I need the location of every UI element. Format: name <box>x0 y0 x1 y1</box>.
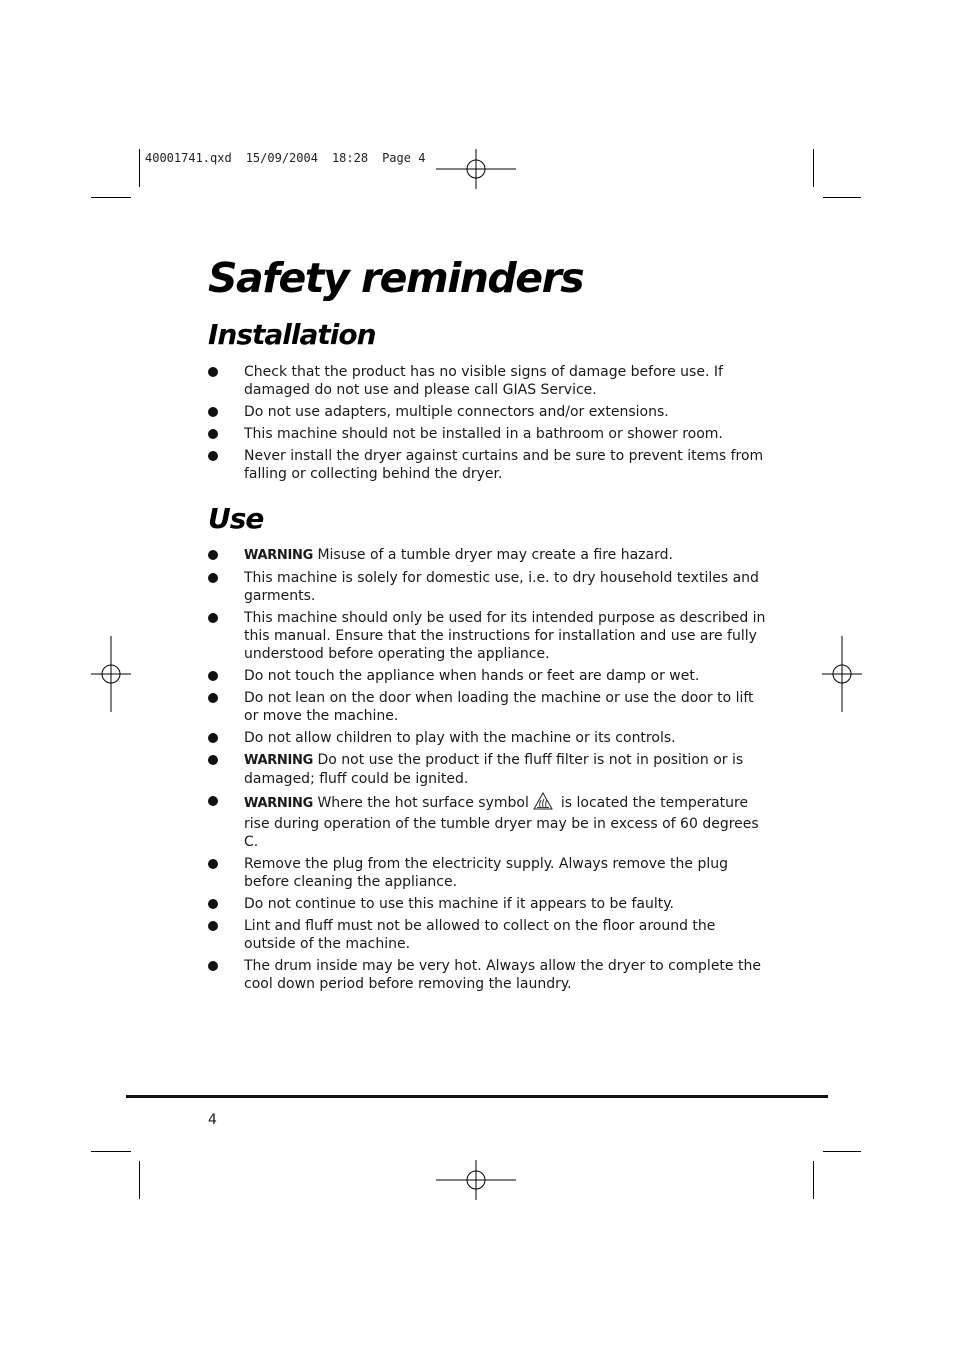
page-number: 4 <box>208 1112 217 1128</box>
item-text: Do not allow children to play with the machine or its controls. <box>244 730 676 746</box>
list-item <box>206 425 766 443</box>
list-item <box>206 917 766 953</box>
bullet-icon <box>208 921 218 931</box>
item-text: is located the temperature rise during operation of the tumble dryer may be in excess of 60 degrees C. <box>244 795 759 850</box>
slug-date: 15/09/2004 <box>245 151 318 165</box>
item-text: Do not lean on the door when loading the machine or use the door to lift or move the machine. <box>244 690 754 724</box>
bullet-icon <box>208 733 218 743</box>
item-text: Do not touch the appliance when hands or feet are damp or wet. <box>244 668 700 684</box>
bullet-icon <box>208 407 218 417</box>
bullet-icon <box>208 573 218 583</box>
installation-list <box>206 363 766 487</box>
item-text: This machine should only be used for its intended purpose as described in this manual. Ensure that the instructions for installation and use are fully understood before operating the appliance. <box>244 610 766 662</box>
slug-time: 18:28 <box>331 151 369 165</box>
slug-filename: 40001741.qxd <box>145 151 232 165</box>
bullet-icon <box>208 550 218 560</box>
list-item <box>206 751 766 788</box>
footer-rule <box>126 1095 828 1098</box>
list-item <box>206 363 766 399</box>
crop-mark <box>139 1161 140 1199</box>
bullet-icon <box>208 899 218 909</box>
crop-mark <box>823 1151 861 1152</box>
bullet-icon <box>208 796 218 806</box>
bullet-icon <box>208 755 218 765</box>
bullet-icon <box>208 961 218 971</box>
bullet-icon <box>208 671 218 681</box>
installation-heading: Installation <box>208 318 376 351</box>
bullet-icon <box>208 451 218 461</box>
list-item <box>206 855 766 891</box>
registration-mark-left <box>91 636 131 712</box>
list-item <box>206 403 766 421</box>
warning-label: WARNING <box>244 753 313 768</box>
item-text: Where the hot surface symbol <box>317 795 529 811</box>
item-text: Lint and fluff must not be allowed to collect on the floor around the outside of the machine. <box>244 918 716 952</box>
item-text: The drum inside may be very hot. Always allow the dryer to complete the cool down period before removing the laundry. <box>244 958 761 992</box>
page-title: Safety reminders <box>208 254 584 302</box>
warning-label: WARNING <box>244 548 313 563</box>
list-item <box>206 895 766 913</box>
warning-label: WARNING <box>244 796 313 811</box>
slug-page: Page 4 <box>382 151 426 165</box>
item-text: Do not use the product if the fluff filter is not in position or is damaged; fluff could be ignited. <box>244 752 744 787</box>
list-item <box>206 546 766 565</box>
item-text: Do not use adapters, multiple connectors and/or extensions. <box>244 404 669 420</box>
list-item <box>206 609 766 663</box>
crop-mark <box>813 1161 814 1199</box>
crop-mark <box>139 149 140 187</box>
item-text: Never install the dryer against curtains and be sure to prevent items from falling or collecting behind the dryer. <box>244 448 764 482</box>
list-item <box>206 667 766 685</box>
list-item <box>206 689 766 725</box>
use-list <box>206 546 766 997</box>
list-item <box>206 569 766 605</box>
use-heading: Use <box>208 502 264 535</box>
item-text: Check that the product has no visible signs of damage before use. If damaged do not use and please call GIAS Service. <box>244 364 723 398</box>
registration-mark-right <box>822 636 862 712</box>
item-text: This machine should not be installed in a bathroom or shower room. <box>244 426 723 442</box>
crop-mark <box>823 197 861 198</box>
crop-mark <box>813 149 814 187</box>
item-text: Misuse of a tumble dryer may create a fire hazard. <box>317 547 673 563</box>
list-item <box>206 729 766 747</box>
printer-slug <box>145 151 439 165</box>
crop-mark <box>91 1151 131 1152</box>
item-text: Do not continue to use this machine if it appears to be faulty. <box>244 896 674 912</box>
crop-mark <box>91 197 131 198</box>
bullet-icon <box>208 859 218 869</box>
item-text: Remove the plug from the electricity supply. Always remove the plug before cleaning the appliance. <box>244 856 729 890</box>
registration-mark-top <box>436 149 516 189</box>
registration-mark-bottom <box>436 1160 516 1200</box>
bullet-icon <box>208 693 218 703</box>
hot-surface-icon <box>533 792 553 815</box>
bullet-icon <box>208 367 218 377</box>
bullet-icon <box>208 429 218 439</box>
list-item <box>206 447 766 483</box>
list-item <box>206 792 766 851</box>
item-text: This machine is solely for domestic use, i.e. to dry household textiles and garments. <box>244 570 759 604</box>
list-item <box>206 957 766 993</box>
bullet-icon <box>208 613 218 623</box>
